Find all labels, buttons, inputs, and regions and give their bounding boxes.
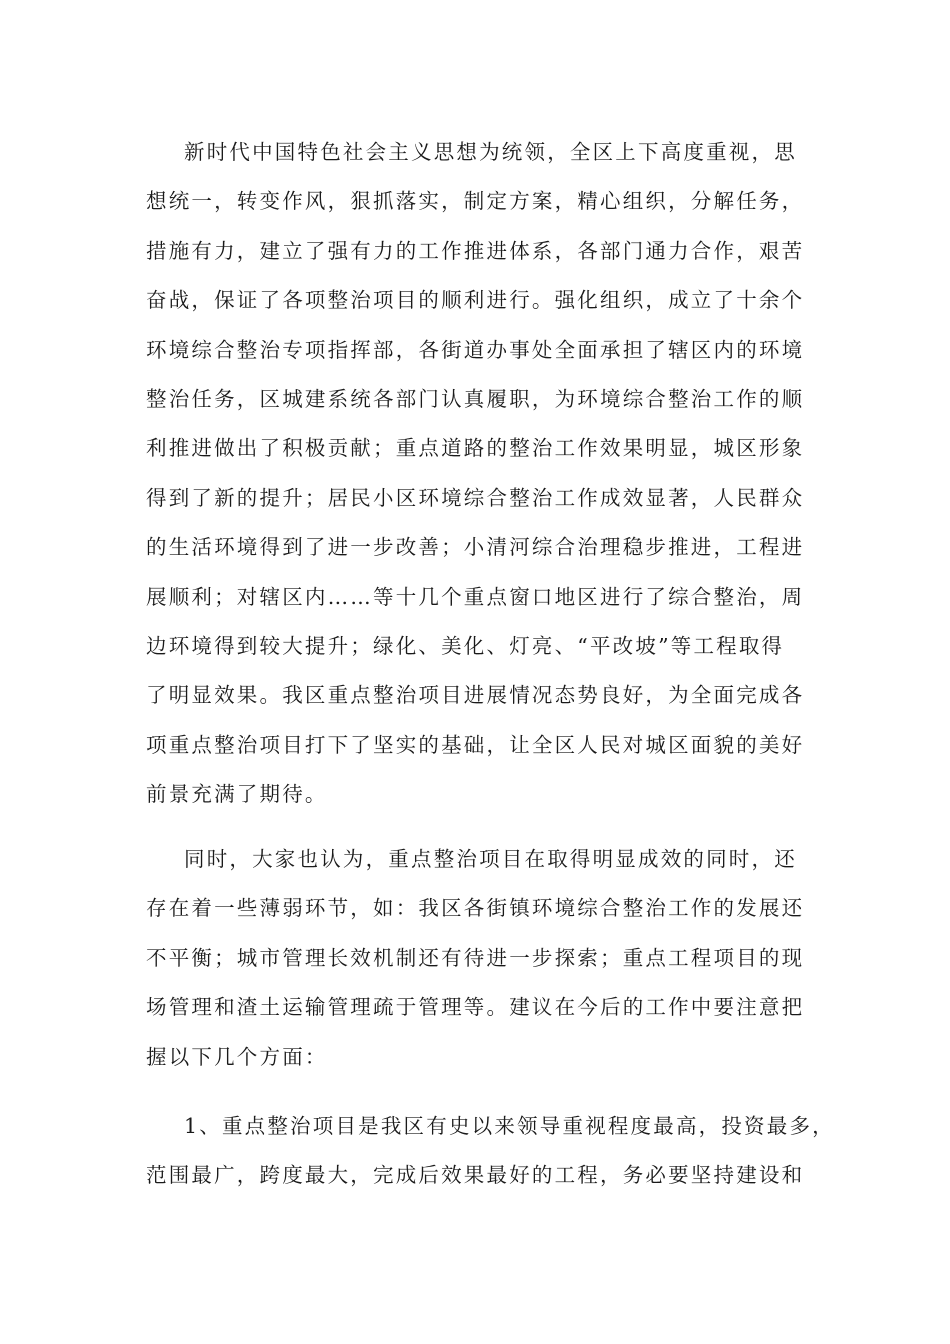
paragraph-line: 存在着一些薄弱环节，如：我区各街镇环境综合整治工作的发展还	[146, 896, 805, 921]
paragraph-line: 同时，大家也认为，重点整治项目在取得明显成效的同时，还	[184, 847, 797, 871]
paragraph-line: 范围最广，跨度最大，完成后效果最好的工程，务必要坚持建设和	[146, 1163, 805, 1188]
paragraph-line: 环境综合整治专项指挥部，各街道办事处全面承担了辖区内的环境	[146, 337, 805, 362]
paragraph-line: 场管理和渣土运输管理疏于管理等。建议在今后的工作中要注意把	[146, 995, 805, 1020]
paragraph-line: 奋战，保证了各项整治项目的顺利进行。强化组织，成立了十余个	[146, 288, 805, 313]
paragraph-line: 边环境得到较大提升；绿化、美化、灯亮、“平改坡”等工程取得	[146, 633, 785, 658]
paragraph-line: 项重点整治项目打下了坚实的基础，让全区人民对城区面貌的美好	[146, 732, 805, 757]
paragraph-3	[146, 1102, 835, 1201]
paragraph-line: 握以下几个方面：	[146, 1044, 328, 1069]
paragraph-line: 利推进做出了积极贡献；重点道路的整治工作效果明显，城区形象	[146, 436, 805, 461]
paragraph-2	[146, 835, 806, 1082]
paragraph-line: 前景充满了期待。	[146, 782, 328, 807]
paragraph-line: 1、重点整治项目是我区有史以来领导重视程度最高，投资最多，	[184, 1114, 835, 1138]
paragraph-line: 的生活环境得到了进一步改善；小清河综合治理稳步推进，工程进	[146, 535, 805, 560]
paragraph-1	[146, 128, 806, 819]
paragraph-line: 不平衡；城市管理长效机制还有待进一步探索；重点工程项目的现	[146, 945, 805, 970]
paragraph-line: 了明显效果。我区重点整治项目进展情况态势良好，为全面完成各	[146, 683, 805, 708]
paragraph-line: 展顺利；对辖区内……等十几个重点窗口地区进行了综合整治，周	[146, 584, 805, 609]
paragraph-line: 措施有力，建立了强有力的工作推进体系，各部门通力合作，艰苦	[146, 238, 805, 263]
paragraph-line: 想统一，转变作风，狠抓落实，制定方案，精心组织，分解任务，	[146, 189, 805, 214]
paragraph-line: 得到了新的提升；居民小区环境综合整治工作成效显著，人民群众	[146, 485, 805, 510]
paragraph-line: 整治任务，区城建系统各部门认真履职，为环境综合整治工作的顺	[146, 386, 805, 411]
paragraph-line: 新时代中国特色社会主义思想为统领，全区上下高度重视，思	[184, 140, 797, 164]
